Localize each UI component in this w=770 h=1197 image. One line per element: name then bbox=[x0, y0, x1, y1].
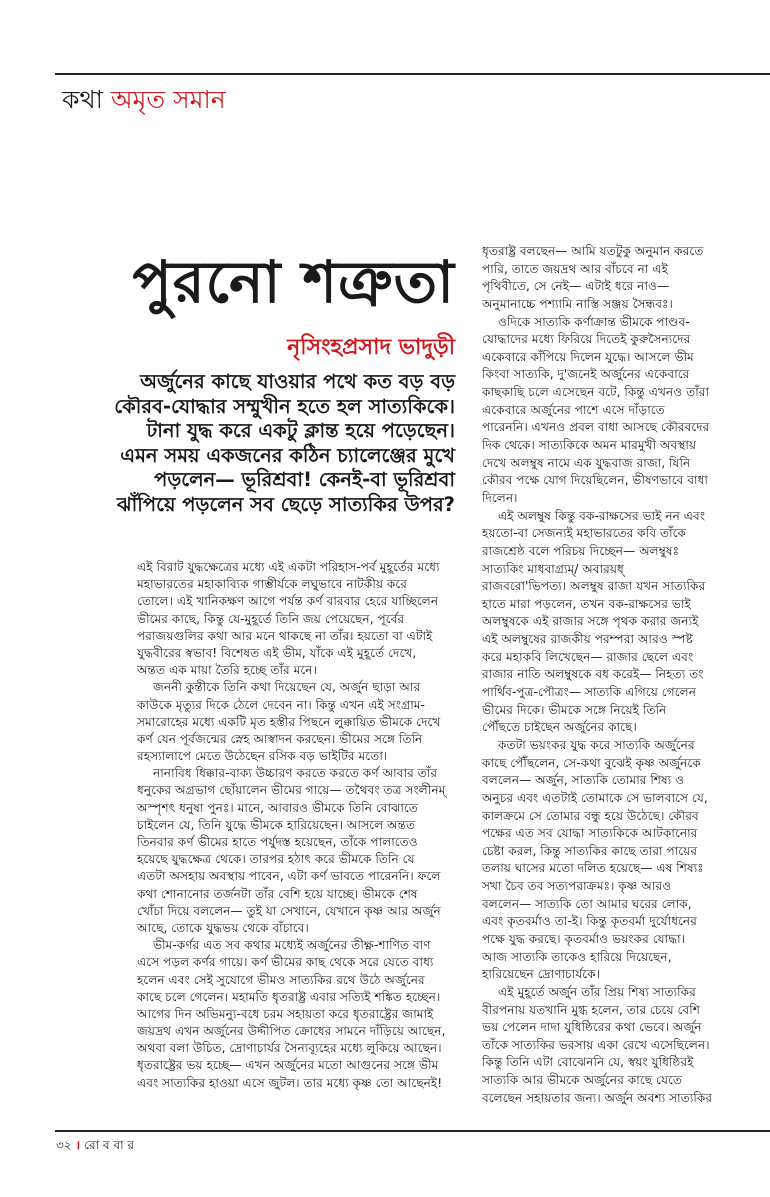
text-line: যোদ্ধাদের মধ্যে ফিরিয়ে দিতেই কুরুসৈন্যদের bbox=[482, 332, 691, 347]
text-line: এই মুহূর্তে অর্জুন তাঁর প্রিয় শিষ্য সাত্যকির bbox=[498, 984, 696, 999]
text-line: হয়েছে যুদ্ধক্ষেত্র থেকে। তারপর হঠাৎ করে ভীমকে তিনি যে bbox=[137, 852, 415, 867]
body-column-right bbox=[482, 243, 747, 1107]
text-line: অন্তত এক মায়া তৈরি হচ্ছে তাঁর মনে। bbox=[137, 663, 317, 678]
text-line: হলেন এবং সেই সুযোগে ভীমও সাত্যকির রথে উঠে অর্জুনের bbox=[137, 972, 425, 987]
text-line: চাইলেন যে, তিনি যুদ্ধে ভীমকে হারিয়েছেন। আসলে অন্তত bbox=[137, 817, 416, 832]
text-line: বীরপনায় যতখানি মুগ্ধ হলেন, তার চেয়ে বেশি bbox=[482, 1002, 700, 1017]
text-line: সাত্যকি আর ভীমকে অর্জুনের কাছে যেতে bbox=[482, 1073, 683, 1088]
text-line: তলায় ঘাসের মতো দলিত হয়েছে— এষ শিষ্যঃ bbox=[482, 861, 704, 876]
text-line: হারিয়েছেন দ্রোণাচার্যকে। bbox=[482, 967, 601, 982]
text-line: অথবা বলা উচিত, দ্রোণাচার্যর সৈন্যব্যূহের মধ্যে লুকিয়ে আছেন। bbox=[137, 1041, 442, 1056]
text-line: হাতে মারা পড়লেন, তখন বক-রাক্ষসের ভাই bbox=[482, 596, 691, 611]
intro-line: কৌরব-যোদ্ধার সম্মুখীন হতে হল সাত্যকিকে। bbox=[114, 394, 455, 418]
text-line: কাছে পৌঁছলেন, সে-কথা বুঝেই কৃষ্ণ অর্জুনকে bbox=[482, 755, 701, 770]
text-line: এই বিরাট যুদ্ধক্ষেত্রের মধ্যে এই একটা পরিহাস-পর্ব মুহূর্তের মধ্যে bbox=[137, 560, 440, 574]
text-line: অস্পৃশৎ ধনুষা পুনঃ। মানে, আবারও ভীমকে তিনি বোঝাতে bbox=[137, 800, 418, 815]
text-line: একেবারে অর্জুনের পাশে এসে দাঁড়াতে bbox=[482, 402, 665, 417]
text-line: রাজশ্রেষ্ঠ বলে পরিচয় দিচ্ছেন— অলম্বুষঃ bbox=[482, 543, 680, 558]
article-title: পুরনো শত্রুতা bbox=[132, 248, 455, 316]
section-header-highlight: অমৃত সমান bbox=[110, 85, 226, 114]
text-line: কাছে চলে গেলেন। মহামতি ধৃতরাষ্ট্র এবার সত্যিই শঙ্কিত হচ্ছেন। bbox=[137, 989, 441, 1004]
article-intro bbox=[114, 370, 455, 517]
text-line: কালক্রমে সে তোমার বন্ধু হয়ে উঠেছে। কৌরব bbox=[482, 808, 699, 823]
paragraph bbox=[137, 937, 467, 1092]
text-line: অলম্বুষকে এই রাজার সঙ্গে পৃথক করার জন্যই bbox=[482, 614, 699, 629]
intro-line: ঝাঁপিয়ে পড়লেন সব ছেড়ে সাত্যকির উপর? bbox=[116, 492, 455, 516]
text-line: ধৃতরাষ্ট্র বলছেন— আমি যতটুকু অনুমান করতে bbox=[482, 244, 704, 258]
text-line: রহস্যালাপে মেতে উঠেছেন রসিক বড় ভাইটির মতো। bbox=[137, 749, 388, 764]
text-line: আজ সাত্যকি তাকেও হারিয়ে দিয়েছেন, bbox=[482, 949, 672, 964]
text-line: সমারোহের মধ্যে একটি মৃত হস্তীর পিছনে লুক্কায়িত ভীমকে দেখে bbox=[137, 714, 441, 729]
text-line: তিনবার কর্ণ ভীমের হাতে পর্যুদস্ত হয়েছেন, তাঁকে পালাতেও bbox=[137, 835, 418, 849]
text-line: বললেন— অর্জুন, সাত্যকি তোমার শিষ্য ও bbox=[482, 773, 685, 788]
text-line: কাউকে মৃত্যুর দিকে ঠেলে দেবেন না। কিন্তু এখন এই সংগ্রাম- bbox=[137, 697, 425, 712]
page-footer bbox=[56, 1136, 134, 1157]
text-line: রাজার নাতি অলম্বুষকে বধ করেই— নিহত্য তং bbox=[482, 667, 704, 682]
paragraph bbox=[482, 737, 747, 984]
text-line: এই অলম্বুষ কিন্তু বক-রাক্ষসের ভাই নন এবং bbox=[498, 508, 706, 523]
paragraph bbox=[482, 314, 747, 508]
text-line: কিংবা সাত্যকি, দু'জনেই অর্জুনের একেবারে bbox=[482, 367, 690, 382]
text-line: পরাজয়গুলির কথা আর মনে থাকছে না তাঁর। হয়তো বা এটাই bbox=[137, 628, 433, 643]
text-line: এবং সাত্যকির হাওয়া এসে জুটল। তার মধ্যে কৃষ্ণ তো আছেনই! bbox=[137, 1075, 443, 1090]
text-line: অনুমানাচ্চে পশ্যামি নাস্তি সঞ্জয় সৈন্ধবঃ। bbox=[482, 296, 673, 311]
page-number: ৩২ bbox=[56, 1138, 72, 1152]
text-line: এতটা অসহায় অবস্থায় পাবেন, এটা কর্ণ ভাবতে পারেননি। ফলে bbox=[137, 869, 441, 884]
text-line: ভীমের দিকে। ভীমকে সঙ্গে নিয়েই তিনি bbox=[482, 702, 667, 717]
paragraph bbox=[137, 679, 467, 765]
text-line: নানাবিধ ধিক্কার-বাক্য উচ্চারণ করতে করতে কর্ণ আবার তাঁর bbox=[153, 766, 438, 781]
text-line: তাঁকে সাত্যকির ভরসায় একা রেখে এসেছিলেন। bbox=[482, 1037, 710, 1052]
text-line: অনুচর এবং এতটাই তোমাকে সে ভালবাসে যে, bbox=[482, 790, 708, 805]
text-line: দিলেন। bbox=[482, 490, 518, 505]
text-line: পারেননি। এখনও প্রবল বাধা আসছে কৌরবদের bbox=[482, 420, 710, 435]
text-line: বলেছেন সহায়তার জন্য। অর্জুন অবশ্য সাত্যকির bbox=[482, 1090, 713, 1105]
top-divider bbox=[55, 73, 770, 75]
paragraph bbox=[137, 559, 467, 679]
text-line: চেষ্টা করল, কিন্তু সাত্যকির কাছে তারা পায়ের bbox=[482, 843, 698, 858]
text-line: কিন্তু তিনি এটা বোঝেননি যে, স্বয়ং যুধিষ্ঠিরই bbox=[482, 1055, 694, 1070]
magazine-name: রো ব বা র bbox=[84, 1138, 135, 1152]
text-line: হয়তো-বা সেজন্যই মহাভারতের কবি তাঁকে bbox=[482, 526, 687, 541]
section-header-prefix: কথা bbox=[62, 85, 103, 114]
text-line: এসে পড়ল কর্ণর গায়ে। কর্ণ ভীমের কাছ থেকে সরে যেতে বাধ্য bbox=[137, 955, 434, 970]
text-line: ভীমের কাছে, কিন্তু যে-মুহূর্তে তিনি জয় পেয়েছেন, পূর্বের bbox=[137, 611, 405, 626]
text-line: দেখে অলম্বুষ নামে এক যুদ্ধবাজ রাজা, যিনি bbox=[482, 455, 691, 470]
text-line: পক্ষের এত সব যোদ্ধা সাত্যকিকে আটকানোর bbox=[482, 826, 698, 841]
text-line: জননী কুন্তীকে তিনি কথা দিয়েছেন যে, অর্জুন ছাড়া আর bbox=[153, 680, 421, 695]
text-line: ভয় পেলেন দাদা যুধিষ্ঠিরের কথা ভেবে। অর্জুন bbox=[482, 1020, 702, 1035]
text-line: করে মহাকবি লিখেছেন— রাজার ছেলে এবং bbox=[482, 649, 694, 664]
text-line: কর্ণ যেন পূর্বজন্মের স্নেহ আস্বাদন করছেন। ভীমের সঙ্গে তিনি bbox=[137, 731, 423, 746]
text-line: কতটা ভয়ংকর যুদ্ধ করে সাত্যকি অর্জুনের bbox=[498, 737, 695, 752]
text-line: ধনুকের অগ্রভাগ ছোঁয়ালেন ভীমের গায়ে— তথৈবং তত্র সংলীনম্ bbox=[137, 783, 446, 798]
paragraph bbox=[137, 765, 467, 937]
text-line: তোলে। এই খানিকক্ষণ আগে পর্যন্ত কর্ণ বারবার হেরে যাচ্ছিলেন bbox=[137, 594, 439, 609]
text-line: পার্থিব-পুত্র-পৌত্রং— সাত্যকি এগিয়ে গেলেন bbox=[482, 685, 696, 700]
paragraph bbox=[482, 984, 747, 1107]
text-line: ধৃতরাষ্ট্রের ভয় হচ্ছে— এখন অর্জুনের মতো আগুনের সঙ্গে ভীম bbox=[137, 1058, 439, 1073]
intro-line: অর্জুনের কাছে যাওয়ার পথে কত বড় বড় bbox=[140, 370, 455, 393]
text-line: বললেন— সাত্যকি তো আমার ঘরের লোক, bbox=[482, 896, 692, 911]
text-line: দিক থেকে। সাত্যকিকে অমন মারমুখী অবস্থায় bbox=[482, 438, 697, 453]
text-line: রাজবরো'ভিপত্য। অলম্বুষ রাজা যখন সাত্যকির bbox=[482, 579, 706, 594]
paragraph bbox=[482, 508, 747, 737]
intro-line: পড়লেন— ভূরিশ্রবা! কেনই-বা ভূরিশ্রবা bbox=[154, 468, 455, 491]
text-line: আগের দিন অভিমন্যু-বধে চরম সহায়তা করে ধৃতরাষ্ট্রের জামাই bbox=[137, 1006, 434, 1021]
text-line: কৌরব পক্ষে যোগ দিয়েছিলেন, ভীষণভাবে বাধা bbox=[482, 473, 708, 488]
text-line: ভীম-কর্ণর এত সব কথার মধ্যেই অর্জুনের তীক্ষ্ণ-শাণিত বাণ bbox=[153, 938, 431, 953]
text-line: আছে, তোকে যুদ্ধভয় থেকে বাঁচাবে। bbox=[137, 920, 309, 935]
text-line: পারি, তাতে জয়দ্রথ আর বাঁচবে না এই bbox=[482, 261, 668, 276]
text-line: কথা শোনানোর তর্জনটা তাঁর বেশি হয়ে যাচ্ছে। ভীমকে শেষ bbox=[137, 886, 418, 901]
text-line: সখা চৈব তব সত্যপরাক্রমঃ। কৃষ্ণ আরও bbox=[482, 879, 672, 894]
text-line: কাছকাছি চলে এসেছেন বটে, কিন্তু এখনও তাঁরা bbox=[482, 385, 709, 400]
footer-separator: । bbox=[75, 1138, 81, 1152]
intro-line: টানা যুদ্ধ করে একটু ক্লান্ত হয়ে পড়েছেন। bbox=[146, 419, 455, 442]
section-header bbox=[62, 80, 226, 123]
paragraph bbox=[482, 243, 747, 314]
text-line: জয়দ্রথ এখন অর্জুনের উদ্দীপিত ক্রোধের সামনে দাঁড়িয়ে আছেন, bbox=[137, 1024, 446, 1039]
text-line: এবং কৃতবর্মাও তা-ই। কিন্তু কৃতবর্মা দুর্যোধনের bbox=[482, 914, 697, 929]
text-line: এই অলম্বুষের রাজকীয় পরম্পরা আরও স্পষ্ট bbox=[482, 632, 693, 647]
text-line: পৃথিবীতে, সে নেই— এটাই ধরে নাও— bbox=[482, 279, 670, 294]
text-line: পক্ষে যুদ্ধ করছে। কৃতবর্মাও ভয়ংকর যোদ্ধা। bbox=[482, 931, 686, 946]
article-author: নৃসিংহপ্রসাদ ভাদুড়ী bbox=[287, 335, 455, 360]
intro-line: এমন সময় একজনের কঠিন চ্যালেঞ্জের মুখে bbox=[120, 443, 455, 467]
text-line: যুদ্ধবীরের স্বভাব! বিশেষত এই ভীম, যাঁকে এই মুহূর্তে দেখে, bbox=[137, 645, 417, 660]
body-column-left bbox=[137, 559, 467, 1092]
bottom-divider bbox=[55, 1130, 770, 1132]
text-line: খোঁচা দিয়ে বললেন— তুই যা সেখানে, যেখানে কৃষ্ণ আর অর্জুন bbox=[137, 903, 441, 918]
text-line: একেবারে কাঁপিয়ে দিলেন যুদ্ধে। আসলে ভীম bbox=[482, 349, 694, 364]
text-line: সাত্যকিং মাধবাগ্র্যম্/ অবারয়ধ্ bbox=[482, 561, 624, 576]
text-line: ওদিকে সাত্যকি কর্ণাক্রান্ত ভীমকে পাণ্ডব- bbox=[498, 314, 690, 329]
text-line: মহাভারতের মহাকাব্যিক গাম্ভীর্যকে লঘুভাবে নাটকীয় করে bbox=[137, 577, 407, 592]
text-line: পৌঁছতে চাইছেন অর্জুনের কাছে। bbox=[482, 720, 637, 735]
